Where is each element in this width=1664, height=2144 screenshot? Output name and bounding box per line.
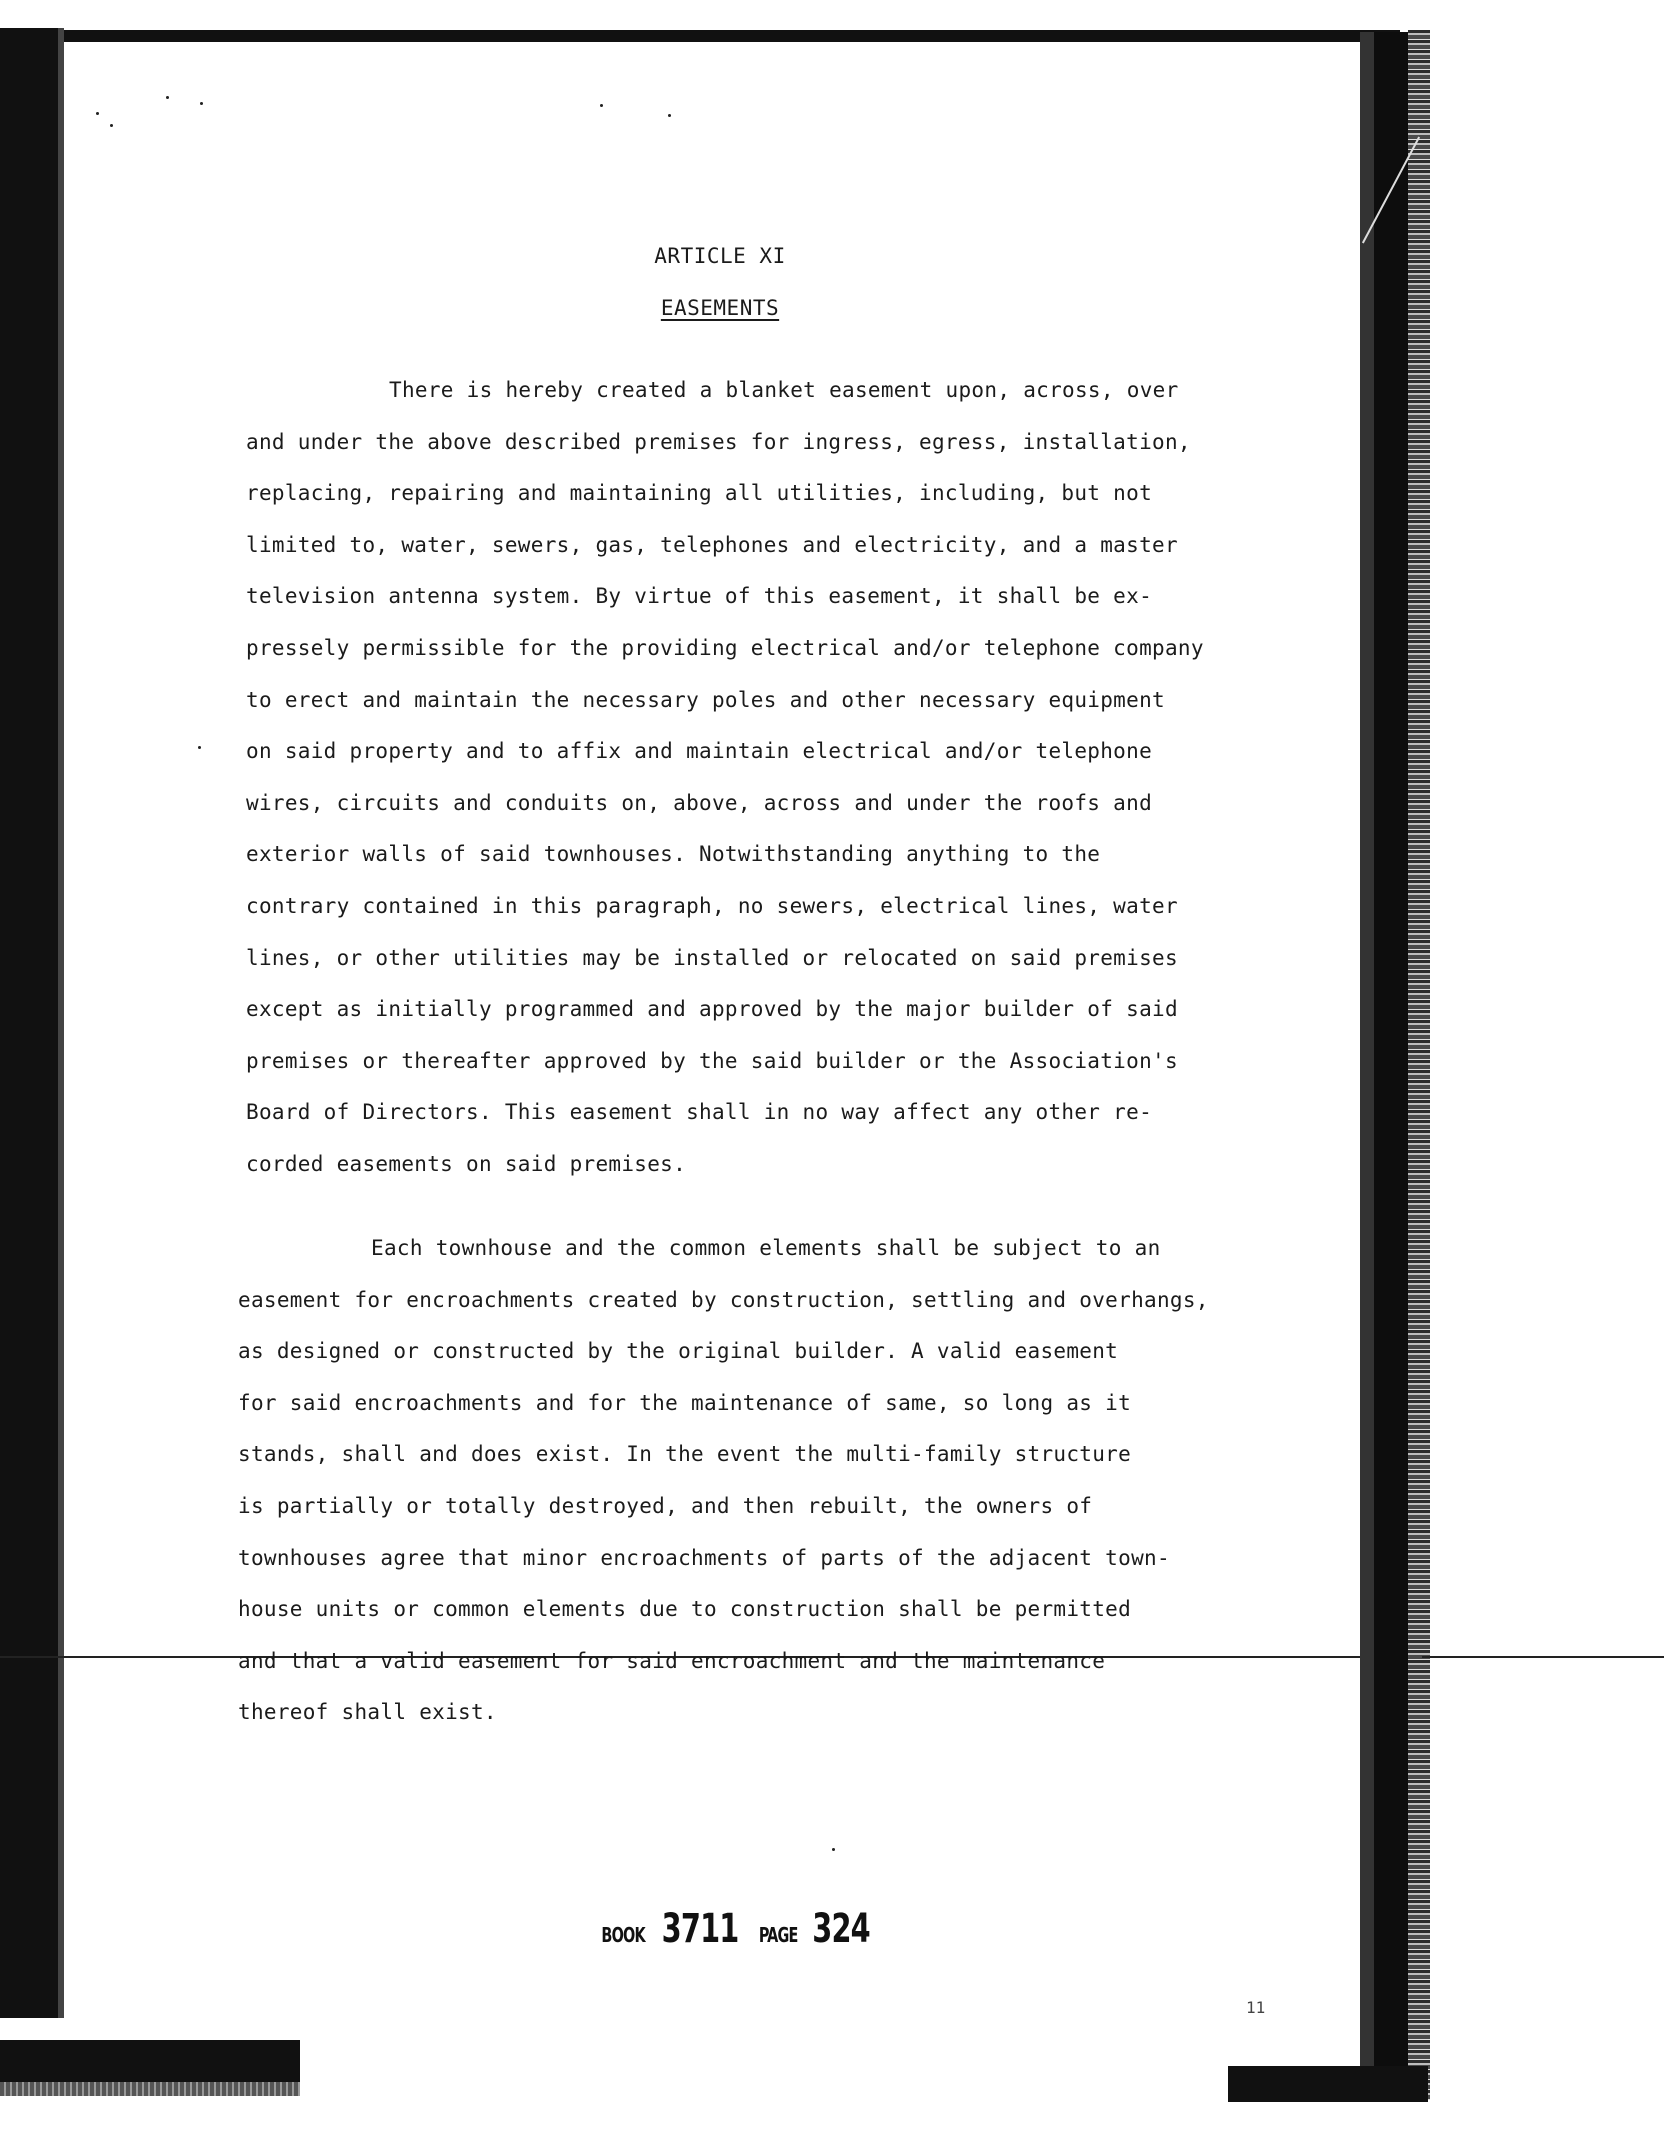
- scan-bottom-left-bar: [0, 2040, 300, 2096]
- book-number: 3711: [661, 1906, 739, 1952]
- scan-speck: [110, 124, 113, 127]
- paragraph-line: and under the above described premises for ingress, egress, installation,: [246, 429, 1191, 454]
- book-page-stamp: [596, 1906, 879, 1952]
- paragraph-line: and that a valid easement for said encroachment and the maintenance: [238, 1648, 1106, 1673]
- paragraph-line: corded easements on said premises.: [246, 1151, 687, 1176]
- page-label: PAGE: [759, 1923, 798, 1947]
- page-number: 324: [811, 1906, 870, 1952]
- paragraph-line: on said property and to affix and maintain electrical and/or telephone: [246, 739, 1153, 764]
- scan-speck: [96, 112, 99, 115]
- paragraph-line: thereof shall exist.: [238, 1700, 497, 1725]
- paragraph-line: There is hereby created a blanket easement upon, across, over: [389, 378, 1179, 402]
- paragraph-line: except as initially programmed and approved by the major builder of said: [246, 997, 1178, 1022]
- paragraph-2: [238, 1223, 1209, 1739]
- paragraph-line: house units or common elements due to construction shall be permitted: [238, 1597, 1132, 1622]
- scan-top-edge: [40, 30, 1400, 42]
- scan-right-stripe: [1408, 30, 1430, 2100]
- paragraph-line: easement for encroachments created by construction, settling and overhangs,: [238, 1287, 1209, 1312]
- article-title: ARTICLE XI: [654, 244, 786, 268]
- paragraph-line: television antenna system. By virtue of this easement, it shall be ex-: [246, 584, 1153, 609]
- section-heading: [0, 296, 1440, 320]
- paragraph-line: Each townhouse and the common elements shall be subject to an: [371, 1236, 1161, 1260]
- paragraph-line: for said encroachments and for the maintenance of same, so long as it: [238, 1390, 1132, 1415]
- scan-bottom-right-bar: [1228, 2066, 1428, 2102]
- paragraph-line: limited to, water, sewers, gas, telephones and electricity, and a master: [246, 532, 1178, 557]
- corner-mark: 11: [1246, 1998, 1266, 2017]
- paragraph-line: contrary contained in this paragraph, no sewers, electrical lines, water: [246, 893, 1178, 918]
- paragraph-line: pressely permissible for the providing electrical and/or telephone company: [246, 635, 1204, 660]
- paragraph-line: lines, or other utilities may be installed or relocated on said premises: [246, 945, 1178, 970]
- scan-left-edge: [0, 28, 64, 2018]
- paragraph-line: Board of Directors. This easement shall in no way affect any other re-: [246, 1100, 1153, 1125]
- paragraph-line: replacing, repairing and maintaining all utilities, including, but not: [246, 481, 1153, 506]
- paragraph-line: stands, shall and does exist. In the event the multi-family structure: [238, 1442, 1132, 1467]
- paragraph-line: as designed or constructed by the original builder. A valid easement: [238, 1339, 1119, 1364]
- scan-speck: [668, 114, 671, 117]
- scan-speck: [166, 96, 169, 99]
- scan-speck: [832, 1848, 835, 1851]
- scan-speck: [198, 746, 201, 749]
- paragraph-line: premises or thereafter approved by the said builder or the Association's: [246, 1048, 1178, 1073]
- scan-speck: [600, 104, 603, 107]
- paragraph-1: [246, 365, 1204, 1191]
- book-label: BOOK: [601, 1923, 645, 1947]
- paragraph-line: is partially or totally destroyed, and then rebuilt, the owners of: [238, 1493, 1093, 1518]
- section-heading-text: EASEMENTS: [660, 296, 780, 320]
- paragraph-line: to erect and maintain the necessary poles and other necessary equipment: [246, 687, 1165, 712]
- paragraph-line: townhouses agree that minor encroachments of parts of the adjacent town-: [238, 1545, 1170, 1570]
- paragraph-line: exterior walls of said townhouses. Notwithstanding anything to the: [246, 842, 1101, 867]
- scan-speck: [200, 102, 203, 105]
- paragraph-line: wires, circuits and conduits on, above, across and under the roofs and: [246, 790, 1153, 815]
- scan-horizontal-line: [1422, 1656, 1664, 1658]
